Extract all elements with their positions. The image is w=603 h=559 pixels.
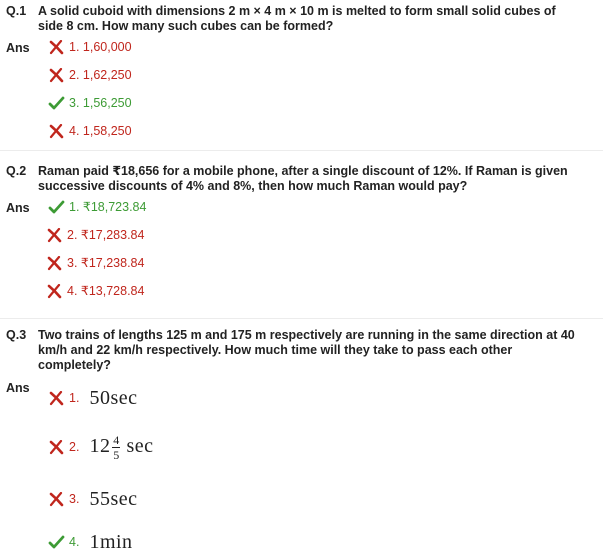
option-label: 4. 1,58,250: [69, 124, 132, 138]
cross-icon: [48, 124, 65, 139]
option-mixed-number: [89, 434, 153, 461]
option-value: 1min: [89, 530, 133, 553]
question-2-option-4: [46, 284, 144, 299]
check-icon: [48, 96, 65, 111]
question-2-text: Raman paid ₹18,656 for a mobile phone, after a single discount of 12%. If Raman is given successive discounts of 4% and 8%, then how much Raman would pay?: [38, 164, 568, 193]
question-3-option-2: [48, 432, 153, 462]
question-2-option-2: [46, 228, 144, 243]
question-2-number: Q.2: [6, 164, 27, 178]
cross-icon: [48, 391, 65, 406]
question-1-number: Q.1: [6, 4, 27, 18]
option-label: 3. ₹17,238.84: [67, 256, 145, 270]
option-number: 2.: [69, 439, 80, 454]
question-2-option-3: [46, 256, 144, 271]
question-1-option-2: [48, 68, 132, 83]
cross-icon: [46, 284, 63, 299]
option-label: 2. ₹17,283.84: [67, 228, 145, 242]
question-1-ans-label: Ans: [6, 41, 30, 55]
question-1-text: A solid cuboid with dimensions 2 m × 4 m × 10 m is melted to form small solid cubes of side 8 cm. How many such cubes can be formed?: [38, 4, 556, 33]
question-3-ans-label: Ans: [6, 381, 30, 395]
cross-icon: [48, 68, 65, 83]
numerator: 4: [113, 432, 120, 447]
divider: [0, 150, 603, 151]
denominator: 5: [113, 447, 120, 462]
question-3-text: Two trains of lengths 125 m and 175 m respectively are running in the same direction at 40 km/h and 22 km/h respectively. How much time will they take to pass each other completely?: [38, 328, 575, 372]
question-1-option-1: [48, 40, 132, 55]
option-label: 1. 1,60,000: [69, 40, 132, 54]
check-icon: [48, 200, 65, 215]
cross-icon: [46, 228, 63, 243]
unit: sec: [126, 434, 154, 457]
cross-icon: [48, 492, 65, 507]
option-label: 1. ₹18,723.84: [69, 200, 147, 214]
option-value: 50sec: [89, 386, 138, 409]
whole-part: 12: [89, 434, 111, 457]
option-number: 3.: [69, 491, 80, 506]
question-1-option-4: [48, 124, 132, 139]
option-label: 4. ₹13,728.84: [67, 284, 145, 298]
cross-icon: [48, 40, 65, 55]
option-label: 2. 1,62,250: [69, 68, 132, 82]
option-label: 3. 1,56,250: [69, 96, 132, 110]
question-3-option-3: [48, 487, 137, 511]
question-3-option-4: [48, 530, 133, 554]
option-number: 1.: [69, 390, 80, 405]
question-2-ans-label: Ans: [6, 201, 30, 215]
option-value: 55sec: [89, 487, 138, 510]
question-3-number: Q.3: [6, 328, 27, 342]
fraction: [112, 434, 120, 461]
question-2-option-1: [48, 200, 146, 215]
question-3-option-1: [48, 386, 137, 410]
question-1-option-3: [48, 96, 132, 111]
option-number: 4.: [69, 534, 80, 549]
cross-icon: [48, 440, 65, 455]
cross-icon: [46, 256, 63, 271]
check-icon: [48, 535, 65, 550]
divider: [0, 318, 603, 319]
